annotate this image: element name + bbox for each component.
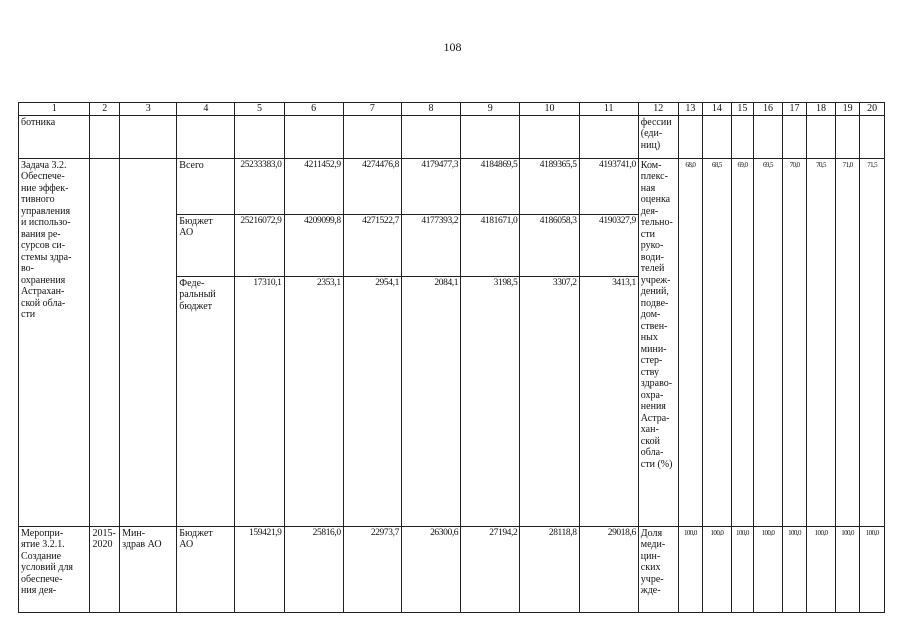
value-cell: 27194,2 [461, 526, 520, 612]
funding-source-cell: Всего [177, 158, 235, 214]
column-number: 5 [235, 103, 284, 116]
target-cell: 70,5 [807, 158, 836, 526]
target-cell: 100,0 [703, 526, 732, 612]
value-cell: 3198,5 [461, 276, 520, 526]
value-cell: 4271522,7 [343, 214, 401, 276]
indicator-cell: Ком- плекс- ная оценка дея- тельно- сти руко- води- телей учреж- дений, подве- дом- ствен- ных мини- стер- ству здраво- охра- нения Астра- хан- ской обла- сти (%) [638, 158, 678, 526]
value-cell: 4184869,5 [461, 158, 520, 214]
value-cell: 4274476,8 [343, 158, 401, 214]
value-cell: 4181671,0 [461, 214, 520, 276]
continued-item-cell: ботника [19, 115, 90, 158]
task-row-total [19, 158, 885, 214]
continuation-row [19, 115, 885, 158]
value-cell: 2954,1 [343, 276, 401, 526]
target-cell: 100,0 [731, 526, 753, 612]
target-cell: 70,0 [782, 158, 807, 526]
column-number: 16 [754, 103, 783, 116]
column-number: 12 [638, 103, 678, 116]
column-number: 9 [461, 103, 520, 116]
indicator-cell: Доля меди- цин- ских учре- жде- [638, 526, 678, 612]
target-cell: 68,5 [703, 158, 732, 526]
value-cell: 25233383,0 [235, 158, 284, 214]
measure-row [19, 526, 885, 612]
column-number: 15 [731, 103, 753, 116]
target-cell: 100,0 [860, 526, 885, 612]
value-cell: 28118,8 [520, 526, 579, 612]
column-number: 13 [678, 103, 703, 116]
value-cell: 25216072,9 [235, 214, 284, 276]
column-number-row [19, 103, 885, 116]
value-cell: 2353,1 [284, 276, 343, 526]
target-cell: 100,0 [754, 526, 783, 612]
column-number: 14 [703, 103, 732, 116]
value-cell: 4190327,9 [579, 214, 638, 276]
target-cell: 71,0 [835, 158, 860, 526]
value-cell: 25816,0 [284, 526, 343, 612]
funding-source-cell: Феде- ральный бюджет [177, 276, 235, 526]
column-number: 11 [579, 103, 638, 116]
value-cell: 4179477,3 [401, 158, 460, 214]
funding-source-cell: Бюджет АО [177, 214, 235, 276]
column-number: 20 [860, 103, 885, 116]
period-cell: 2015- 2020 [90, 526, 120, 612]
funding-source-cell: Бюджет АО [177, 526, 235, 612]
target-cell: 100,0 [835, 526, 860, 612]
column-number: 19 [835, 103, 860, 116]
column-number: 2 [90, 103, 120, 116]
target-cell: 100,0 [807, 526, 836, 612]
target-cell: 71,5 [860, 158, 885, 526]
value-cell: 4189365,5 [520, 158, 579, 214]
target-cell: 68,0 [678, 158, 703, 526]
column-number: 3 [120, 103, 177, 116]
value-cell: 4177393,2 [401, 214, 460, 276]
column-number: 17 [782, 103, 807, 116]
value-cell: 29018,6 [579, 526, 638, 612]
value-cell: 3307,2 [520, 276, 579, 526]
target-cell: 100,0 [678, 526, 703, 612]
column-number: 1 [19, 103, 90, 116]
target-cell: 100,0 [782, 526, 807, 612]
column-number: 6 [284, 103, 343, 116]
column-number: 7 [343, 103, 401, 116]
value-cell: 4186058,3 [520, 214, 579, 276]
column-number: 4 [177, 103, 235, 116]
measure-title-cell: Меропри- ятие 3.2.1. Создание условий для обеспече- ния дея- [19, 526, 90, 612]
value-cell: 4211452,9 [284, 158, 343, 214]
value-cell: 4209099,8 [284, 214, 343, 276]
value-cell: 26300,6 [401, 526, 460, 612]
target-cell: 69,0 [731, 158, 753, 526]
value-cell: 159421,9 [235, 526, 284, 612]
value-cell: 4193741,0 [579, 158, 638, 214]
value-cell: 2084,1 [401, 276, 460, 526]
program-table [18, 102, 885, 613]
column-number: 18 [807, 103, 836, 116]
target-cell: 69,5 [754, 158, 783, 526]
page-number: 108 [443, 40, 462, 54]
value-cell: 17310,1 [235, 276, 284, 526]
column-number: 10 [520, 103, 579, 116]
value-cell: 22973,7 [343, 526, 401, 612]
task-title-cell: Задача 3.2. Обеспече- ние эффек- тивного управления и использо- вания ре- сурсов си- стемы здра- во- охранения Астрахан- ской обла- сти [19, 158, 90, 526]
continued-indicator-cell: фессии (еди- ниц) [638, 115, 678, 158]
executor-cell: Мин- здрав АО [120, 526, 177, 612]
value-cell: 3413,1 [579, 276, 638, 526]
column-number: 8 [401, 103, 460, 116]
